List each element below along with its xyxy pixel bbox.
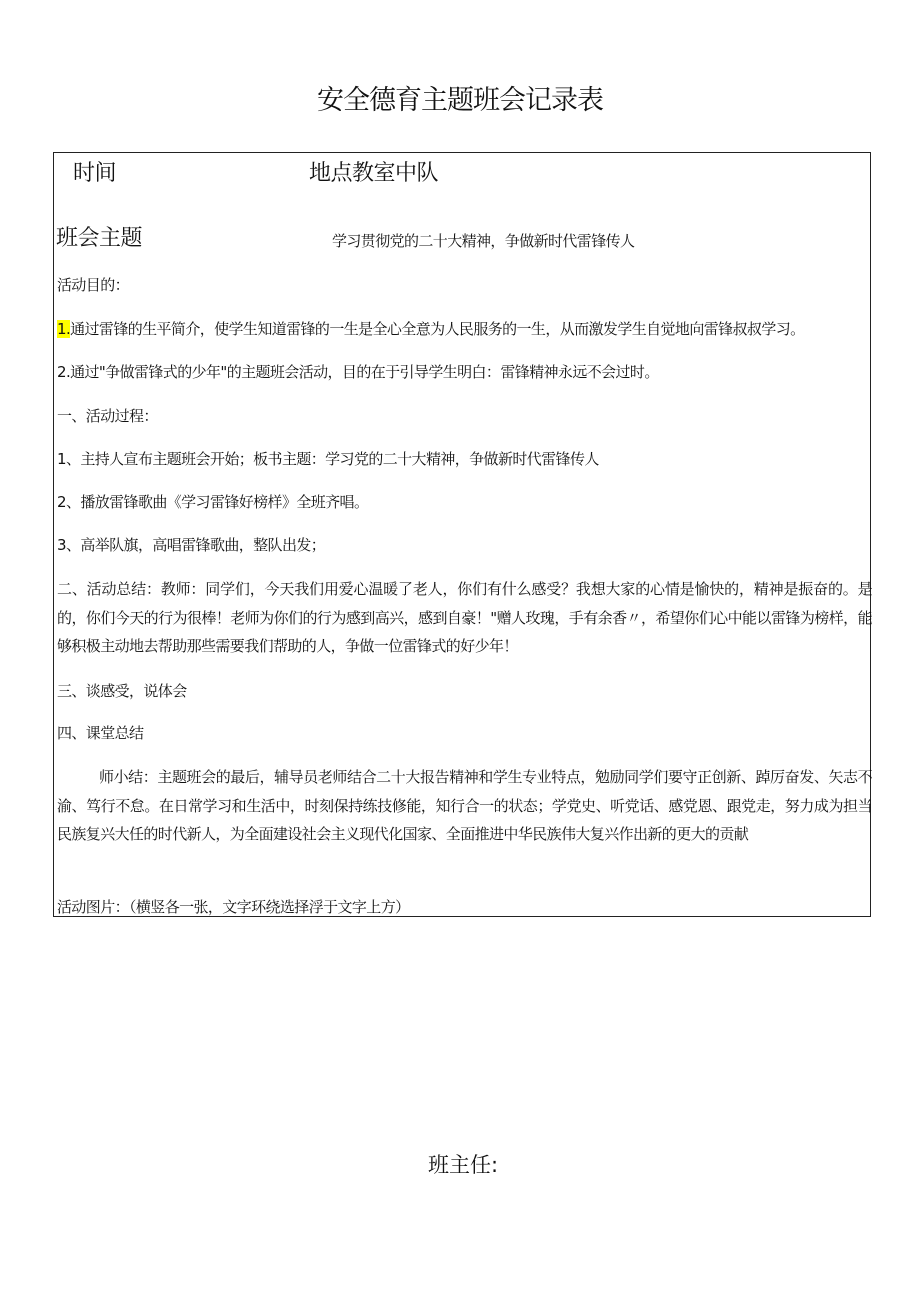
place-field: 地点教室中队 bbox=[309, 161, 439, 186]
time-label: 时间 bbox=[73, 161, 117, 186]
process-step-2: 2、播放雷锋歌曲《学习雷锋好榜样》全班齐唱。 bbox=[57, 493, 369, 511]
goal-item-1 bbox=[57, 318, 805, 340]
section-class-summary: 四、课堂总结 bbox=[57, 724, 144, 742]
section-feelings: 三、谈感受，说体会 bbox=[57, 682, 187, 700]
process-heading: 一、活动过程： bbox=[57, 407, 158, 425]
goal-item-1-text: 通过雷锋的生平简介，使学生知道雷锋的一生是全心全意为人民服务的一生，从而激发学生自觉地向雷锋叔叔学习。 bbox=[70, 320, 805, 338]
head-teacher-signature-label: 班主任: bbox=[428, 1153, 499, 1177]
activity-summary: 二、活动总结：教师：同学们，今天我们用爱心温暖了老人，你们有什么感受？我想大家的心情是愉快的，精神是振奋的。是的，你们今天的行为很棒！老师为你们的行为感到高兴，感到自豪！"赠人玫瑰，手有余香〃，希望你们心中能以雷锋为榜样，能够积极主动地去帮助那些需要我们帮助的人，争做一位雷锋式的好少年！ bbox=[57, 580, 872, 656]
process-step-3: 3、高举队旗，高唱雷锋歌曲，整队出发； bbox=[57, 536, 326, 554]
goal-item-2: 2.通过"争做雷锋式的少年"的主题班会活动，目的在于引导学生明白：雷锋精神永远不会过时。 bbox=[57, 363, 659, 381]
process-step-1: 1、主持人宣布主题班会开始；板书主题：学习党的二十大精神，争做新时代雷锋传人 bbox=[57, 450, 599, 468]
goal-item-1-number: 1. bbox=[57, 320, 71, 338]
photos-label: 活动图片：（横竖各一张，文字环绕选择浮于文字上方） bbox=[57, 898, 410, 916]
teacher-note: 师小结：主题班会的最后，辅导员老师结合二十大报告精神和学生专业特点，勉励同学们要守正创新、踔厉奋发、矢志不渝、笃行不怠。在日常学习和生活中，时刻保持练技修能，知行合一的状态；学党史、听党话、感党恩、跟党走，努力成为担当民族复兴大任的时代新人，为全面建设社会主义现代化国家、全面推进中华民族伟大复兴作出新的更大的贡献 bbox=[57, 768, 872, 844]
goals-heading: 活动目的： bbox=[57, 276, 130, 294]
page-title: 安全德育主题班会记录表 bbox=[317, 85, 603, 116]
topic-label: 班会主题 bbox=[56, 226, 143, 251]
topic-value: 学习贯彻党的二十大精神，争做新时代雷锋传人 bbox=[332, 232, 635, 250]
